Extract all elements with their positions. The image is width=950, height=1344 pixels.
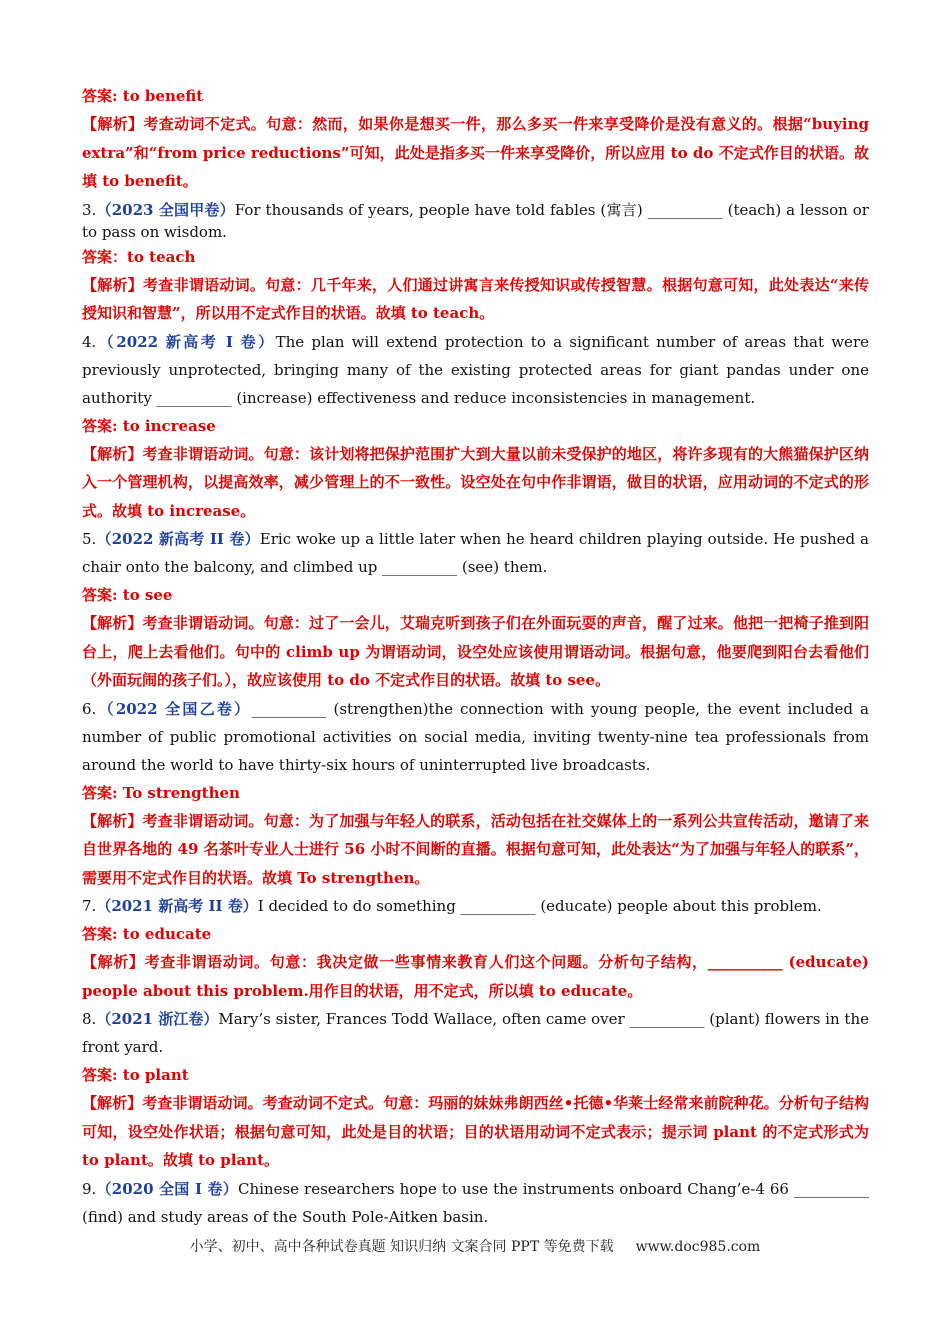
question-number: 5.: [82, 530, 97, 548]
answer-line: 答案: to increase: [82, 416, 216, 435]
footer-text: 小学、初中、高中各种试卷真题 知识归纳 文案合同 PPT 等免费下载: [189, 1239, 614, 1255]
answer-line: 答案: to educate: [82, 925, 212, 943]
document-page: [82, 82, 869, 1231]
answer-line: 答案: To strengthen: [82, 783, 240, 802]
question-text: __________ (strengthen)the connection with young people, the event included a number of public promotional activities on social media, inviting twenty-nine tea professionals from around the world to have thirty-six hours of uninterrupted live broadcasts.: [82, 699, 869, 774]
question-number: 9.: [82, 1179, 97, 1198]
explanation-text: 【解析】考查非谓语动词。句意：该计划将把保护范围扩大到大量以前未受保护的地区，将许多现有的大熊猫保护区纳入一个管理机构，以提高效率，减少管理上的不一致性。设空处在句中作非谓语，做目的状语，应用动词的不定式的形式。故填 to increase。: [82, 444, 869, 520]
question-text: For thousands of years, people have told fables (寓言) __________ (teach) a lesson or to pass on wisdom.: [82, 200, 869, 241]
question-source: （2021 浙江卷）: [96, 1010, 219, 1028]
question-text: Mary’s sister, Frances Todd Wallace, often came over __________ (plant) flowers in the front yard.: [82, 1010, 869, 1056]
explanation-text: 【解析】考查非谓语动词。句意：过了一会儿，艾瑞克听到孩子们在外面玩耍的声音，醒了过来。他把一把椅子推到阳台上，爬上去看他们。句中的 climb up 为谓语动词，设空处应该使用谓语动词。根据句意，他要爬到阳台去看他们（外面玩闹的孩子们。），故应该使用 to do 不定式作目的状语。故填 to see。: [82, 614, 869, 689]
explanation-text: 【解析】考查非谓语动词。句意：几千年来，人们通过讲寓言来传授知识或传授智慧。根据句意可知，此处表达“来传授知识和智慧”，所以用不定式作目的状语。故填 to teach。: [82, 275, 869, 322]
answer-line: 答案: to see: [82, 586, 173, 604]
explanation-text: 【解析】考查非谓语动词。考查动词不定式。句意：玛丽的妹妹弗朗西丝•托德•华莱士经常来前院种花。分析句子结构可知，设空处作状语；根据句意可知，此处是目的状语；目的状语用动词不定式表示；提示词 plant 的不定式形式为 to plant。故填 to plant。: [82, 1094, 869, 1169]
answer-line: 答案：to teach: [82, 247, 196, 266]
question-text: I decided to do something __________ (educate) people about this problem.: [257, 897, 822, 915]
question-source: （2020 全国 I 卷）: [96, 1179, 238, 1198]
question-3: [82, 199, 869, 243]
answer-line: 答案: to benefit: [82, 87, 204, 105]
question-source: （2022 新高考 I 卷）: [96, 332, 276, 351]
question-number: 7.: [82, 897, 97, 915]
question-number: 6.: [82, 699, 97, 718]
page-footer: [0, 1236, 950, 1256]
question-number: 4.: [82, 332, 97, 351]
question-9: [82, 1175, 869, 1231]
question-text: Eric woke up a little later when he heard children playing outside. He pushed a chair onto the balcony, and climbed up __________ (see) them.: [82, 530, 869, 576]
question-text: The plan will extend protection to a significant number of areas that were previously unprotected, bringing many of the existing protected areas for giant pandas under one authority __________ (increase) effectiveness and reduce inconsistencies in management.: [82, 332, 869, 407]
question-number: 8.: [82, 1010, 97, 1028]
question-number: 3.: [82, 200, 97, 219]
question-source: （2022 全国乙卷）: [96, 699, 252, 718]
question-8: [82, 1005, 869, 1061]
explanation-text: 【解析】考查非谓语动词。句意：我决定做一些事情来教育人们这个问题。分析句子结构，__________ (educate) people about this problem.用作目的状语，用不定式，所以填 to educate。: [82, 953, 869, 1000]
question-7: [82, 892, 869, 920]
question-source: （2023 全国甲卷）: [96, 200, 235, 219]
explanation-text: 【解析】考查动词不定式。句意：然而，如果你是想买一件，那么多买一件来享受降价是没有意义的。根据“buying extra”和“from price reductions”可知，此处是指多买一件来享受降价，所以应用 to do 不定式作目的状语。故填 to benefit。: [82, 115, 869, 190]
explanation-text: 【解析】考查非谓语动词。句意：为了加强与年轻人的联系，活动包括在社交媒体上的一系列公共宣传活动，邀请了来自世界各地的 49 名茶叶专业人士进行 56 小时不间断的直播。根据句意可知，此处表达“为了加强与年轻人的联系”，需要用不定式作目的状语。故填 To strengthen。: [82, 811, 869, 887]
question-5: [82, 525, 869, 581]
question-6: [82, 695, 869, 779]
footer-link[interactable]: www.doc985.com: [635, 1239, 761, 1255]
answer-line: 答案: to plant: [82, 1066, 189, 1084]
question-source: （2021 新高考 II 卷）: [96, 897, 258, 915]
question-4: [82, 328, 869, 412]
question-text: Chinese researchers hope to use the instruments onboard Chang’e-4 66 __________ (find) and study areas of the South Pole-Aitken basin.: [82, 1179, 869, 1226]
question-source: （2022 新高考 II 卷）: [96, 530, 260, 548]
